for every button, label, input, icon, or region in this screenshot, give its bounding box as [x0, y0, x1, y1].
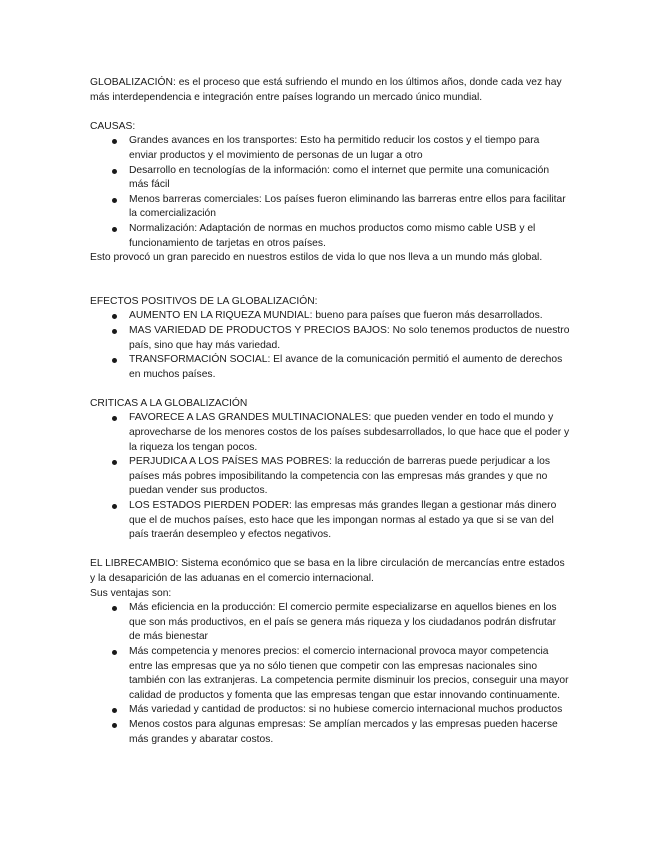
intro-paragraph: GLOBALIZACIÓN: es el proceso que está sufriendo el mundo en los últimos años, donde cada vez hay más interdependencia e integración entre países logrando un mercado único mundial.	[90, 77, 562, 103]
bullet-icon	[112, 460, 117, 465]
list-item: AUMENTO EN LA RIQUEZA MUNDIAL: bueno para países que fueron más desarrollados.	[129, 309, 570, 324]
list-item: PERJUDICA A LOS PAÍSES MAS POBRES: la reducción de barreras puede perjudicar a los países más pobres imposibilitando la competencia con las empresas más grandes y que no puedan vender sus productos.	[129, 455, 570, 499]
criticas-heading: CRITICAS A LA GLOBALIZACIÓN	[90, 397, 248, 409]
list-item: Normalización: Adaptación de normas en muchos productos como mismo cable USB y el funcionamiento de tarjetas en otros países.	[129, 222, 570, 251]
list-item: MAS VARIEDAD DE PRODUCTOS Y PRECIOS BAJOS: No solo tenemos productos de nuestro país, sino que hay más variedad.	[129, 324, 570, 353]
causas-list	[90, 134, 570, 251]
list-item: Menos barreras comerciales: Los países fueron eliminando las barreras entre ellos para facilitar la comercialización	[129, 193, 570, 222]
bullet-icon	[112, 139, 117, 144]
bullet-icon	[112, 314, 117, 319]
criticas-list	[90, 411, 570, 542]
document-page	[90, 76, 570, 747]
bullet-icon	[112, 329, 117, 334]
bullet-icon	[112, 504, 117, 509]
bullet-icon	[112, 650, 117, 655]
bullet-icon	[112, 723, 117, 728]
list-item: Desarrollo en tecnologías de la información: como el internet que permite una comunicación más fácil	[129, 164, 570, 193]
list-item: FAVORECE A LAS GRANDES MULTINACIONALES: que pueden vender en todo el mundo y aprovecharse de los menores costos de los países subdesarrollados, lo que hace que el poder y la riqueza los tengan pocos.	[129, 411, 570, 455]
list-item: Más competencia y menores precios: el comercio internacional provoca mayor competencia entre las empresas que ya no sólo tienen que competir con las empresas nacionales sino también con las extranjeras. La competencia permite disminuir los precios, conseguir una mayor calidad de productos y fomenta que las empresas tengan que estar innovando continuamente.	[129, 645, 570, 703]
efectos-list	[90, 309, 570, 382]
list-item: TRANSFORMACIÓN SOCIAL: El avance de la comunicación permitió el aumento de derechos en muchos países.	[129, 353, 570, 382]
list-item: Menos costos para algunas empresas: Se amplían mercados y las empresas pueden hacerse más grandes y abaratar costos.	[129, 718, 570, 747]
causas-heading: CAUSAS:	[90, 120, 136, 132]
list-item: Grandes avances en los transportes: Esto ha permitido reducir los costos y el tiempo para enviar productos y el movimiento de personas de un lugar a otro	[129, 134, 570, 163]
bullet-icon	[112, 416, 117, 421]
bullet-icon	[112, 227, 117, 232]
ventajas-heading: Sus ventajas son:	[90, 587, 172, 599]
list-item: Más eficiencia en la producción: El comercio permite especializarse en aquellos bienes en los que son más productivos, en el país se genera más riqueza y los ciudadanos podrán disfrutar de más bienestar	[129, 601, 570, 645]
bullet-icon	[112, 169, 117, 174]
list-item: Más variedad y cantidad de productos: si no hubiese comercio internacional muchos productos	[129, 703, 570, 718]
librecambio-intro: EL LIBRECAMBIO: Sistema económico que se basa en la libre circulación de mercancías entre estados y la desaparición de las aduanas en el comercio internacional.	[90, 558, 565, 584]
bullet-icon	[112, 708, 117, 713]
bullet-icon	[112, 358, 117, 363]
bullet-icon	[112, 606, 117, 611]
ventajas-list	[90, 601, 570, 747]
efectos-heading: EFECTOS POSITIVOS DE LA GLOBALIZACIÓN:	[90, 295, 318, 307]
causas-conclusion: Esto provocó un gran parecido en nuestros estilos de vida lo que nos lleva a un mundo más global.	[90, 252, 543, 264]
list-item: LOS ESTADOS PIERDEN PODER: las empresas más grandes llegan a gestionar más dinero que el de muchos países, esto hace que les impongan normas al estado ya que si se van del país traerán desempleo y efectos negativos.	[129, 499, 570, 543]
bullet-icon	[112, 198, 117, 203]
